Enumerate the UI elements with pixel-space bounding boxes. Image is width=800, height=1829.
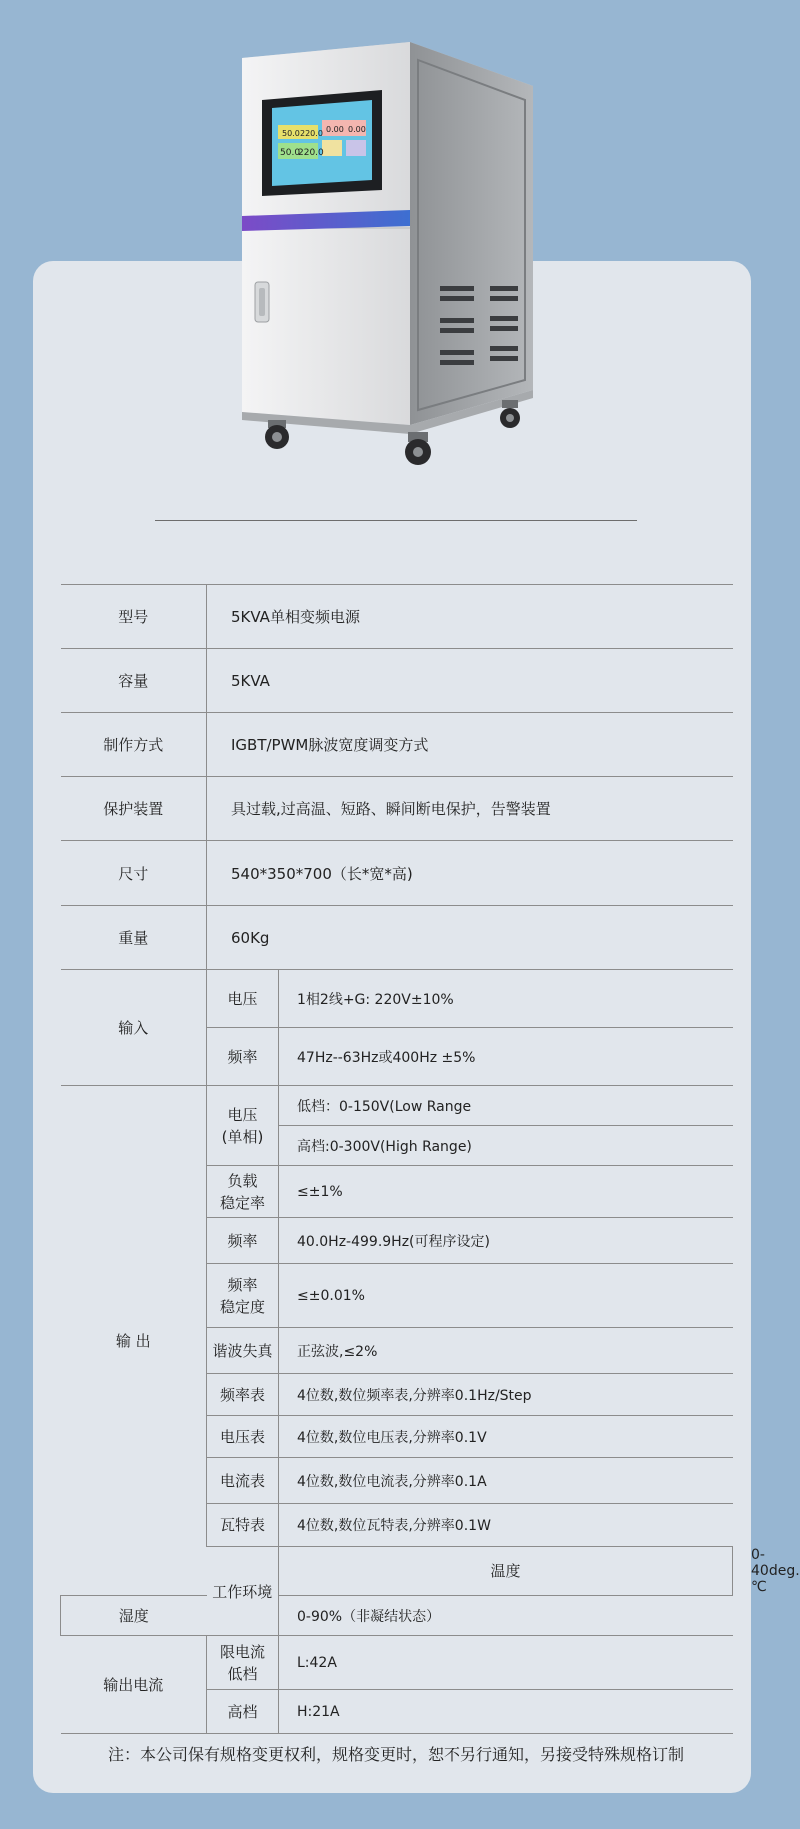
screen-value-6: 220.0 [298, 148, 324, 158]
humidity-value: 0-90%（非凝结状态） [279, 1596, 733, 1636]
input-freq-label: 频率 [207, 1028, 279, 1086]
amp-meter-label: 电流表 [207, 1458, 279, 1504]
spec-value-protection: 具过载,过高温、短路、瞬间断电保护，告警装置 [207, 777, 733, 841]
input-voltage-value: 1相2线+G: 220V±10% [279, 970, 733, 1028]
table-row [61, 777, 733, 841]
spec-label-capacity: 容量 [61, 649, 207, 713]
watt-meter-label: 瓦特表 [207, 1504, 279, 1547]
spec-label-output: 输 出 [61, 1086, 207, 1596]
spec-label-protection: 保护装置 [61, 777, 207, 841]
spec-table [60, 584, 800, 1734]
output-freq-label: 频率 [207, 1218, 279, 1264]
output-freq-value: 40.0Hz-499.9Hz(可程序设定) [279, 1218, 733, 1264]
separator-line [155, 520, 637, 521]
current-high-label: 高档 [207, 1690, 279, 1734]
output-voltage-label-line1: 电压 [227, 1105, 258, 1124]
input-freq-value: 47Hz--63Hz或400Hz ±5% [279, 1028, 733, 1086]
spec-label-model: 型号 [61, 585, 207, 649]
volt-meter-value: 4位数,数位电压表,分辨率0.1V [279, 1416, 733, 1458]
disclaimer-note: 注：本公司保有规格变更权利，规格变更时，恕不另行通知，另接受特殊规格订制 [107, 1745, 684, 1764]
spec-value-method: IGBT/PWM脉波宽度调变方式 [207, 713, 733, 777]
amp-meter-value: 4位数,数位电流表,分辨率0.1A [279, 1458, 733, 1504]
spec-label-input: 输入 [61, 970, 207, 1086]
freq-stability-label-line2: 稳定度 [219, 1297, 265, 1316]
spec-label-weight: 重量 [61, 906, 207, 970]
humidity-label: 湿度 [61, 1596, 207, 1636]
output-voltage-label-line2: (单相) [221, 1127, 264, 1146]
current-high-value: H:21A [279, 1690, 733, 1734]
spec-value-size: 540*350*700（长*宽*高) [207, 841, 733, 906]
screen-value-4: 0.00 [348, 125, 366, 134]
output-voltage-low: 低档：0-150V(Low Range [279, 1086, 733, 1126]
freq-stability-label [207, 1264, 279, 1328]
spec-label-environment: 工作环境 [207, 1547, 279, 1636]
freq-stability-label-line1: 频率 [227, 1275, 258, 1294]
current-low-value: L:42A [279, 1636, 733, 1690]
table-row [61, 713, 733, 777]
current-low-label-line2: 低档 [227, 1664, 258, 1683]
current-low-label-line1: 限电流 [219, 1642, 265, 1661]
thd-value: 正弦波,≤2% [279, 1328, 733, 1374]
screen-value-5: 50.0 [280, 148, 301, 158]
screen-value-2: 220.0 [300, 129, 323, 138]
temp-label: 温度 [279, 1547, 733, 1596]
thd-label: 谐波失真 [207, 1328, 279, 1374]
power-supply-cabinet-image [0, 0, 790, 480]
freq-meter-label: 频率表 [207, 1374, 279, 1416]
table-row [61, 1086, 733, 1126]
freq-meter-value: 4位数,数位频率表,分辨率0.1Hz/Step [279, 1374, 733, 1416]
table-row [61, 1596, 733, 1636]
table-row: 工作环境 温度 0-40deg.℃ [61, 1547, 733, 1596]
spec-value-capacity: 5KVA [207, 649, 733, 713]
screen-value-1: 50.0 [282, 129, 300, 138]
spec-label-size: 尺寸 [61, 841, 207, 906]
input-voltage-label: 电压 [207, 970, 279, 1028]
load-regulation-label [207, 1166, 279, 1218]
table-row [61, 585, 733, 649]
volt-meter-label: 电压表 [207, 1416, 279, 1458]
spec-value-weight: 60Kg [207, 906, 733, 970]
table-row [61, 649, 733, 713]
load-regulation-value: ≤±1% [279, 1166, 733, 1218]
freq-stability-value: ≤±0.01% [279, 1264, 733, 1328]
load-regulation-label-line1: 负载 [227, 1171, 258, 1190]
spec-value-model: 5KVA单相变频电源 [207, 585, 733, 649]
output-voltage-high: 高档:0-300V(High Range) [279, 1126, 733, 1166]
current-low-label [207, 1636, 279, 1690]
table-row [61, 970, 733, 1028]
screen-value-3: 0.00 [326, 125, 344, 134]
spec-label-output-current: 输出电流 [61, 1636, 207, 1734]
output-voltage-label [207, 1086, 279, 1166]
load-regulation-label-line2: 稳定率 [219, 1193, 265, 1212]
table-row [61, 841, 733, 906]
spec-label-method: 制作方式 [61, 713, 207, 777]
watt-meter-value: 4位数,数位瓦特表,分辨率0.1W [279, 1504, 733, 1547]
table-row [61, 1636, 733, 1690]
table-row [61, 906, 733, 970]
